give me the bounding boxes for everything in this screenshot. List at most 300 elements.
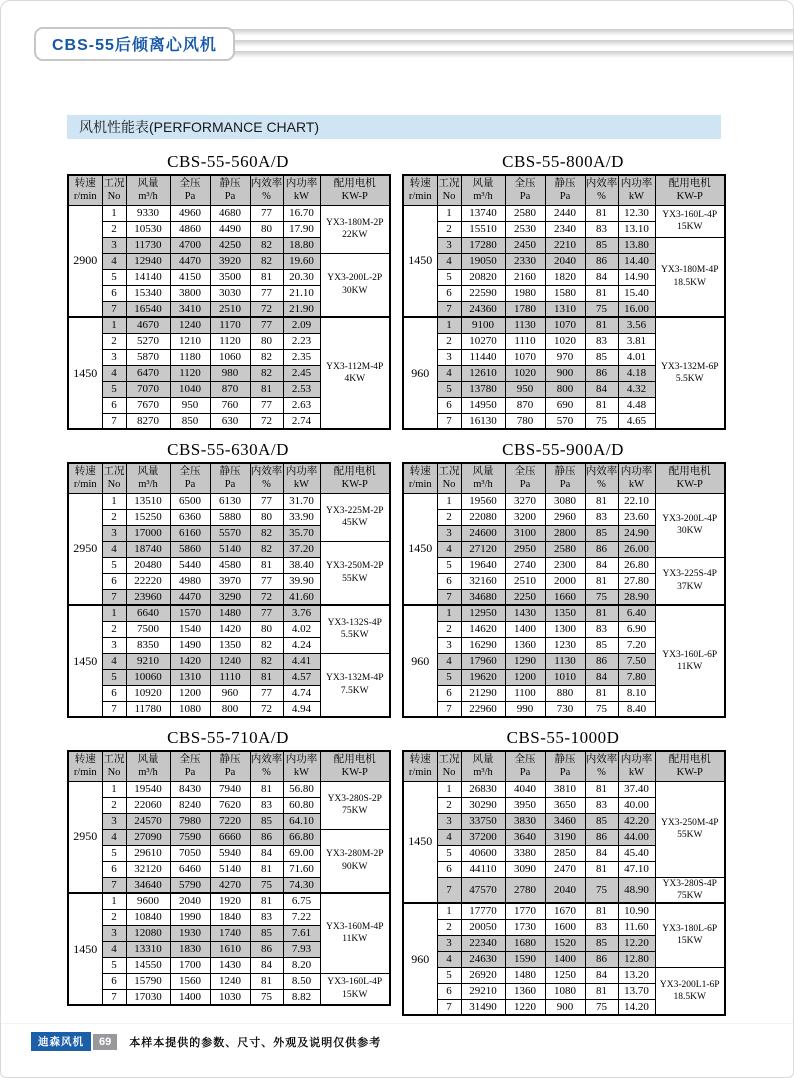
- static-pressure-cell: 800: [210, 701, 250, 717]
- motor-model: YX3-280M-2P: [325, 849, 384, 860]
- column-header-line1: 内效率: [250, 178, 283, 190]
- column-header: [283, 751, 320, 781]
- static-pressure-cell: 7940: [210, 781, 250, 797]
- static-pressure-cell: 900: [545, 999, 585, 1015]
- static-pressure-cell: 2580: [545, 541, 585, 557]
- column-header-line2: r/min: [73, 479, 97, 491]
- motor-model: YX3-225S-4P: [662, 569, 717, 580]
- column-header-line2: %: [262, 767, 271, 779]
- speed-cell: 1450: [403, 205, 437, 317]
- static-pressure-cell: 630: [210, 413, 250, 429]
- condition-no-cell: 6: [102, 973, 126, 989]
- table-header: [403, 751, 725, 781]
- flow-cell: 22960: [461, 701, 505, 717]
- column-header: [250, 463, 283, 493]
- column-header-line1: 内效率: [585, 466, 618, 478]
- column-header: [655, 463, 725, 493]
- column-header-line1: 静压: [219, 466, 241, 478]
- static-pressure-cell: 4580: [210, 557, 250, 573]
- total-pressure-cell: 3830: [505, 813, 545, 829]
- power-cell: 3.56: [618, 317, 655, 333]
- efficiency-cell: 81: [585, 781, 618, 797]
- column-header-line2: r/min: [73, 191, 97, 203]
- speed-cell: 2950: [68, 781, 102, 893]
- column-header-line2: %: [597, 767, 606, 779]
- total-pressure-cell: 1110: [505, 333, 545, 349]
- total-pressure-cell: 1400: [170, 989, 210, 1005]
- total-pressure-cell: 1980: [505, 285, 545, 301]
- flow-cell: 10840: [126, 909, 170, 925]
- column-header-line1: 静压: [219, 178, 241, 190]
- condition-no-cell: 6: [437, 573, 461, 589]
- efficiency-cell: 75: [250, 877, 283, 893]
- efficiency-cell: 85: [585, 349, 618, 365]
- column-header-line1: 风量: [472, 466, 494, 478]
- power-cell: 35.70: [283, 525, 320, 541]
- motor-cell: [655, 205, 725, 237]
- footer-disclaimer: 本样本提供的参数、尺寸、外观及说明仅供参考: [129, 1036, 382, 1049]
- total-pressure-cell: 5790: [170, 877, 210, 893]
- flow-cell: 30290: [461, 797, 505, 813]
- condition-no-cell: 4: [437, 541, 461, 557]
- power-cell: 22.10: [618, 493, 655, 509]
- column-header-line2: Pa: [559, 479, 571, 491]
- column-header-line1: 全压: [179, 466, 201, 478]
- power-cell: 47.10: [618, 861, 655, 877]
- static-pressure-cell: 2040: [545, 877, 585, 903]
- column-header-line2: KW-P: [676, 767, 703, 779]
- static-pressure-cell: 2210: [545, 237, 585, 253]
- column-header-line2: kW: [293, 479, 310, 491]
- efficiency-cell: 81: [585, 573, 618, 589]
- total-pressure-cell: 2740: [505, 557, 545, 573]
- flow-cell: 12610: [461, 365, 505, 381]
- column-header: [545, 751, 585, 781]
- power-cell: 12.30: [618, 205, 655, 221]
- column-header-line1: 风量: [137, 754, 159, 766]
- total-pressure-cell: 4470: [170, 589, 210, 605]
- flow-cell: 44110: [461, 861, 505, 877]
- column-header-line1: 风量: [137, 178, 159, 190]
- column-header: [102, 175, 126, 205]
- condition-no-cell: 7: [437, 877, 461, 903]
- static-pressure-cell: 1840: [210, 909, 250, 925]
- flow-cell: 21290: [461, 685, 505, 701]
- column-header-line2: %: [597, 479, 606, 491]
- motor-model: YX3-225M-2P: [325, 505, 384, 516]
- column-header: [170, 751, 210, 781]
- efficiency-cell: 86: [250, 829, 283, 845]
- power-cell: 8.40: [618, 701, 655, 717]
- column-header-line2: %: [262, 479, 271, 491]
- table-header: [68, 463, 390, 493]
- condition-no-cell: 2: [437, 797, 461, 813]
- header-row: [68, 463, 390, 493]
- power-cell: 16.00: [618, 301, 655, 317]
- power-cell: 33.90: [283, 509, 320, 525]
- condition-no-cell: 7: [102, 877, 126, 893]
- page-title: CBS-55后倾离心风机: [52, 37, 217, 54]
- table-title: CBS-55-800A/D: [502, 152, 624, 171]
- column-header-line1: 静压: [219, 754, 241, 766]
- total-pressure-cell: 4150: [170, 269, 210, 285]
- flow-cell: 9210: [126, 653, 170, 669]
- condition-no-cell: 3: [102, 525, 126, 541]
- column-header: [68, 751, 102, 781]
- power-cell: 4.65: [618, 413, 655, 429]
- efficiency-cell: 77: [250, 397, 283, 413]
- condition-no-cell: 5: [437, 381, 461, 397]
- condition-no-cell: 1: [102, 317, 126, 333]
- header-row: [403, 751, 725, 781]
- condition-no-cell: 7: [437, 701, 461, 717]
- motor-kw: 18.5KW: [673, 277, 706, 288]
- condition-no-cell: 3: [437, 813, 461, 829]
- table-block: [67, 152, 389, 430]
- column-header-line2: KW-P: [341, 479, 368, 491]
- efficiency-cell: 77: [250, 493, 283, 509]
- column-header-line2: KW-P: [341, 767, 368, 779]
- motor-cell: [320, 253, 390, 317]
- flow-cell: 24600: [461, 525, 505, 541]
- static-pressure-cell: 980: [210, 365, 250, 381]
- flow-cell: 15340: [126, 285, 170, 301]
- motor-kw: 15KW: [342, 989, 368, 1000]
- flow-cell: 14550: [126, 957, 170, 973]
- column-header: [403, 751, 437, 781]
- motor-model: YX3-250M-2P: [325, 561, 384, 572]
- condition-no-cell: 2: [437, 919, 461, 935]
- static-pressure-cell: 3190: [545, 829, 585, 845]
- flow-cell: 11730: [126, 237, 170, 253]
- column-header-line2: kW: [628, 767, 645, 779]
- column-header-line2: Pa: [184, 479, 196, 491]
- flow-cell: 10270: [461, 333, 505, 349]
- power-cell: 4.94: [283, 701, 320, 717]
- flow-cell: 32160: [461, 573, 505, 589]
- speed-cell: 1450: [68, 893, 102, 1005]
- flow-cell: 5870: [126, 349, 170, 365]
- speed-cell: 960: [403, 605, 437, 717]
- power-cell: 42.20: [618, 813, 655, 829]
- static-pressure-cell: 1430: [210, 957, 250, 973]
- power-cell: 8.82: [283, 989, 320, 1005]
- total-pressure-cell: 3410: [170, 301, 210, 317]
- power-cell: 44.00: [618, 829, 655, 845]
- column-header: [68, 175, 102, 205]
- condition-no-cell: 6: [102, 397, 126, 413]
- power-cell: 38.40: [283, 557, 320, 573]
- column-header-line1: 转速: [409, 466, 431, 478]
- power-cell: 28.90: [618, 589, 655, 605]
- table-row: [403, 903, 725, 919]
- power-cell: 4.24: [283, 637, 320, 653]
- column-header: [403, 175, 437, 205]
- column-header: [585, 751, 618, 781]
- table-row: [403, 557, 725, 573]
- motor-cell: [320, 605, 390, 653]
- column-header-line2: No: [442, 479, 456, 491]
- speed-cell: 1450: [403, 781, 437, 903]
- flow-cell: 15790: [126, 973, 170, 989]
- total-pressure-cell: 1020: [505, 365, 545, 381]
- power-cell: 7.22: [283, 909, 320, 925]
- flow-cell: 34680: [461, 589, 505, 605]
- condition-no-cell: 6: [437, 861, 461, 877]
- condition-no-cell: 3: [437, 525, 461, 541]
- condition-no-cell: 1: [437, 317, 461, 333]
- flow-cell: 11780: [126, 701, 170, 717]
- column-header-line2: Pa: [559, 191, 571, 203]
- motor-cell: [320, 829, 390, 893]
- column-header: [210, 463, 250, 493]
- motor-kw: 90KW: [342, 861, 368, 872]
- static-pressure-cell: 1250: [545, 967, 585, 983]
- static-pressure-cell: 3920: [210, 253, 250, 269]
- efficiency-cell: 80: [250, 333, 283, 349]
- total-pressure-cell: 4470: [170, 253, 210, 269]
- total-pressure-cell: 780: [505, 413, 545, 429]
- total-pressure-cell: 1570: [170, 605, 210, 621]
- static-pressure-cell: 4490: [210, 221, 250, 237]
- column-header-line1: 内效率: [585, 754, 618, 766]
- motor-kw: 5.5KW: [340, 630, 369, 641]
- condition-no-cell: 3: [437, 349, 461, 365]
- condition-no-cell: 7: [102, 301, 126, 317]
- column-header-line1: 全压: [514, 754, 536, 766]
- power-cell: 8.20: [283, 957, 320, 973]
- column-header: [283, 175, 320, 205]
- column-header-line2: No: [107, 191, 121, 203]
- static-pressure-cell: 6130: [210, 493, 250, 509]
- column-header-line2: Pa: [559, 767, 571, 779]
- column-header-line1: 全压: [514, 178, 536, 190]
- condition-no-cell: 4: [437, 653, 461, 669]
- column-header-line1: 内功率: [620, 178, 653, 190]
- performance-table: [67, 174, 391, 430]
- condition-no-cell: 1: [102, 893, 126, 909]
- column-header: [250, 175, 283, 205]
- motor-cell: [320, 205, 390, 253]
- condition-no-cell: 2: [437, 621, 461, 637]
- total-pressure-cell: 3270: [505, 493, 545, 509]
- efficiency-cell: 72: [250, 301, 283, 317]
- static-pressure-cell: 1010: [545, 669, 585, 685]
- power-cell: 37.40: [618, 781, 655, 797]
- motor-model: YX3-112M-4P: [326, 361, 384, 372]
- power-cell: 21.10: [283, 285, 320, 301]
- power-cell: 16.70: [283, 205, 320, 221]
- static-pressure-cell: 1740: [210, 925, 250, 941]
- power-cell: 45.40: [618, 845, 655, 861]
- efficiency-cell: 84: [585, 381, 618, 397]
- flow-cell: 14140: [126, 269, 170, 285]
- column-header: [585, 463, 618, 493]
- total-pressure-cell: 1700: [170, 957, 210, 973]
- motor-cell: [320, 541, 390, 605]
- total-pressure-cell: 1120: [170, 365, 210, 381]
- motor-kw: 22KW: [342, 230, 368, 240]
- total-pressure-cell: 1490: [170, 637, 210, 653]
- motor-kw: 5.5KW: [675, 374, 704, 384]
- efficiency-cell: 77: [250, 685, 283, 701]
- condition-no-cell: 4: [437, 951, 461, 967]
- total-pressure-cell: 850: [170, 413, 210, 429]
- static-pressure-cell: 2300: [545, 557, 585, 573]
- motor-cell: [655, 903, 725, 967]
- column-header-line1: 全压: [179, 178, 201, 190]
- table-header: [403, 463, 725, 493]
- flow-cell: 11440: [461, 349, 505, 365]
- motor-kw: 18.5KW: [673, 991, 706, 1002]
- static-pressure-cell: 1310: [545, 301, 585, 317]
- flow-cell: 20480: [126, 557, 170, 573]
- power-cell: 31.70: [283, 493, 320, 509]
- motor-kw: 15KW: [677, 936, 703, 947]
- efficiency-cell: 81: [585, 605, 618, 621]
- table-row: [68, 653, 390, 669]
- header-stripe: [221, 29, 793, 36]
- column-header-line2: No: [107, 479, 121, 491]
- column-header-line1: 配用电机: [333, 754, 376, 766]
- efficiency-cell: 85: [250, 925, 283, 941]
- power-cell: 7.50: [618, 653, 655, 669]
- total-pressure-cell: 1040: [170, 381, 210, 397]
- column-header: [437, 175, 461, 205]
- efficiency-cell: 84: [250, 845, 283, 861]
- efficiency-cell: 86: [585, 365, 618, 381]
- column-header-line1: 配用电机: [333, 178, 376, 190]
- static-pressure-cell: 3460: [545, 813, 585, 829]
- power-cell: 64.10: [283, 813, 320, 829]
- condition-no-cell: 2: [437, 509, 461, 525]
- total-pressure-cell: 2580: [505, 205, 545, 221]
- column-header-line1: 风量: [472, 178, 494, 190]
- static-pressure-cell: 1400: [545, 951, 585, 967]
- total-pressure-cell: 2330: [505, 253, 545, 269]
- column-header-line1: 配用电机: [668, 178, 711, 190]
- total-pressure-cell: 2530: [505, 221, 545, 237]
- column-header: [618, 463, 655, 493]
- static-pressure-cell: 1130: [545, 653, 585, 669]
- static-pressure-cell: 1600: [545, 919, 585, 935]
- table-row: [68, 973, 390, 989]
- condition-no-cell: 3: [102, 813, 126, 829]
- efficiency-cell: 83: [585, 919, 618, 935]
- efficiency-cell: 85: [250, 813, 283, 829]
- motor-cell: [655, 877, 725, 903]
- efficiency-cell: 82: [250, 237, 283, 253]
- efficiency-cell: 81: [585, 205, 618, 221]
- column-header-line2: No: [442, 191, 456, 203]
- motor-cell: [320, 653, 390, 717]
- power-cell: 60.80: [283, 797, 320, 813]
- efficiency-cell: 81: [250, 669, 283, 685]
- power-cell: 4.01: [618, 349, 655, 365]
- column-header-line2: m³/h: [138, 479, 158, 491]
- condition-no-cell: 4: [437, 365, 461, 381]
- total-pressure-cell: 3380: [505, 845, 545, 861]
- header-row: [68, 175, 390, 205]
- condition-no-cell: 3: [437, 637, 461, 653]
- flow-cell: 12940: [126, 253, 170, 269]
- table-row: [68, 541, 390, 557]
- condition-no-cell: 5: [437, 967, 461, 983]
- motor-kw: 45KW: [342, 518, 368, 528]
- efficiency-cell: 82: [250, 525, 283, 541]
- total-pressure-cell: 3950: [505, 797, 545, 813]
- power-cell: 66.80: [283, 829, 320, 845]
- column-header: [655, 751, 725, 781]
- power-cell: 13.10: [618, 221, 655, 237]
- efficiency-cell: 85: [585, 935, 618, 951]
- total-pressure-cell: 1680: [505, 935, 545, 951]
- power-cell: 2.53: [283, 381, 320, 397]
- flow-cell: 22080: [461, 509, 505, 525]
- column-header-line2: r/min: [408, 191, 432, 203]
- column-header-line1: 工况: [438, 754, 460, 766]
- total-pressure-cell: 1430: [505, 605, 545, 621]
- condition-no-cell: 5: [102, 957, 126, 973]
- column-header-line1: 工况: [103, 754, 125, 766]
- condition-no-cell: 5: [102, 669, 126, 685]
- condition-no-cell: 2: [102, 221, 126, 237]
- condition-no-cell: 5: [102, 845, 126, 861]
- column-header-line1: 配用电机: [668, 754, 711, 766]
- motor-cell: [320, 973, 390, 1005]
- efficiency-cell: 83: [250, 797, 283, 813]
- condition-no-cell: 2: [437, 333, 461, 349]
- flow-cell: 17030: [126, 989, 170, 1005]
- flow-cell: 26830: [461, 781, 505, 797]
- motor-kw: 7.5KW: [340, 685, 369, 696]
- flow-cell: 23960: [126, 589, 170, 605]
- static-pressure-cell: 7220: [210, 813, 250, 829]
- flow-cell: 47570: [461, 877, 505, 903]
- table-row: [68, 893, 390, 909]
- total-pressure-cell: 1770: [505, 903, 545, 919]
- static-pressure-cell: 3650: [545, 797, 585, 813]
- total-pressure-cell: 1930: [170, 925, 210, 941]
- table-row: [403, 237, 725, 253]
- efficiency-cell: 81: [250, 781, 283, 797]
- column-header-line1: 工况: [103, 466, 125, 478]
- condition-no-cell: 6: [437, 285, 461, 301]
- table-body: [403, 205, 725, 429]
- power-cell: 71.60: [283, 861, 320, 877]
- static-pressure-cell: 1240: [210, 653, 250, 669]
- speed-cell: 2950: [68, 493, 102, 605]
- condition-no-cell: 5: [102, 557, 126, 573]
- efficiency-cell: 85: [585, 525, 618, 541]
- table-row: [403, 605, 725, 621]
- flow-cell: 33750: [461, 813, 505, 829]
- header-row: [403, 463, 725, 493]
- column-header: [283, 463, 320, 493]
- total-pressure-cell: 7590: [170, 829, 210, 845]
- total-pressure-cell: 5860: [170, 541, 210, 557]
- flow-cell: 32120: [126, 861, 170, 877]
- total-pressure-cell: 950: [505, 381, 545, 397]
- column-header: [618, 751, 655, 781]
- total-pressure-cell: 2950: [505, 541, 545, 557]
- condition-no-cell: 4: [102, 365, 126, 381]
- column-header-line2: m³/h: [473, 767, 493, 779]
- efficiency-cell: 82: [250, 637, 283, 653]
- motor-cell: [655, 781, 725, 877]
- efficiency-cell: 81: [250, 861, 283, 877]
- power-cell: 4.74: [283, 685, 320, 701]
